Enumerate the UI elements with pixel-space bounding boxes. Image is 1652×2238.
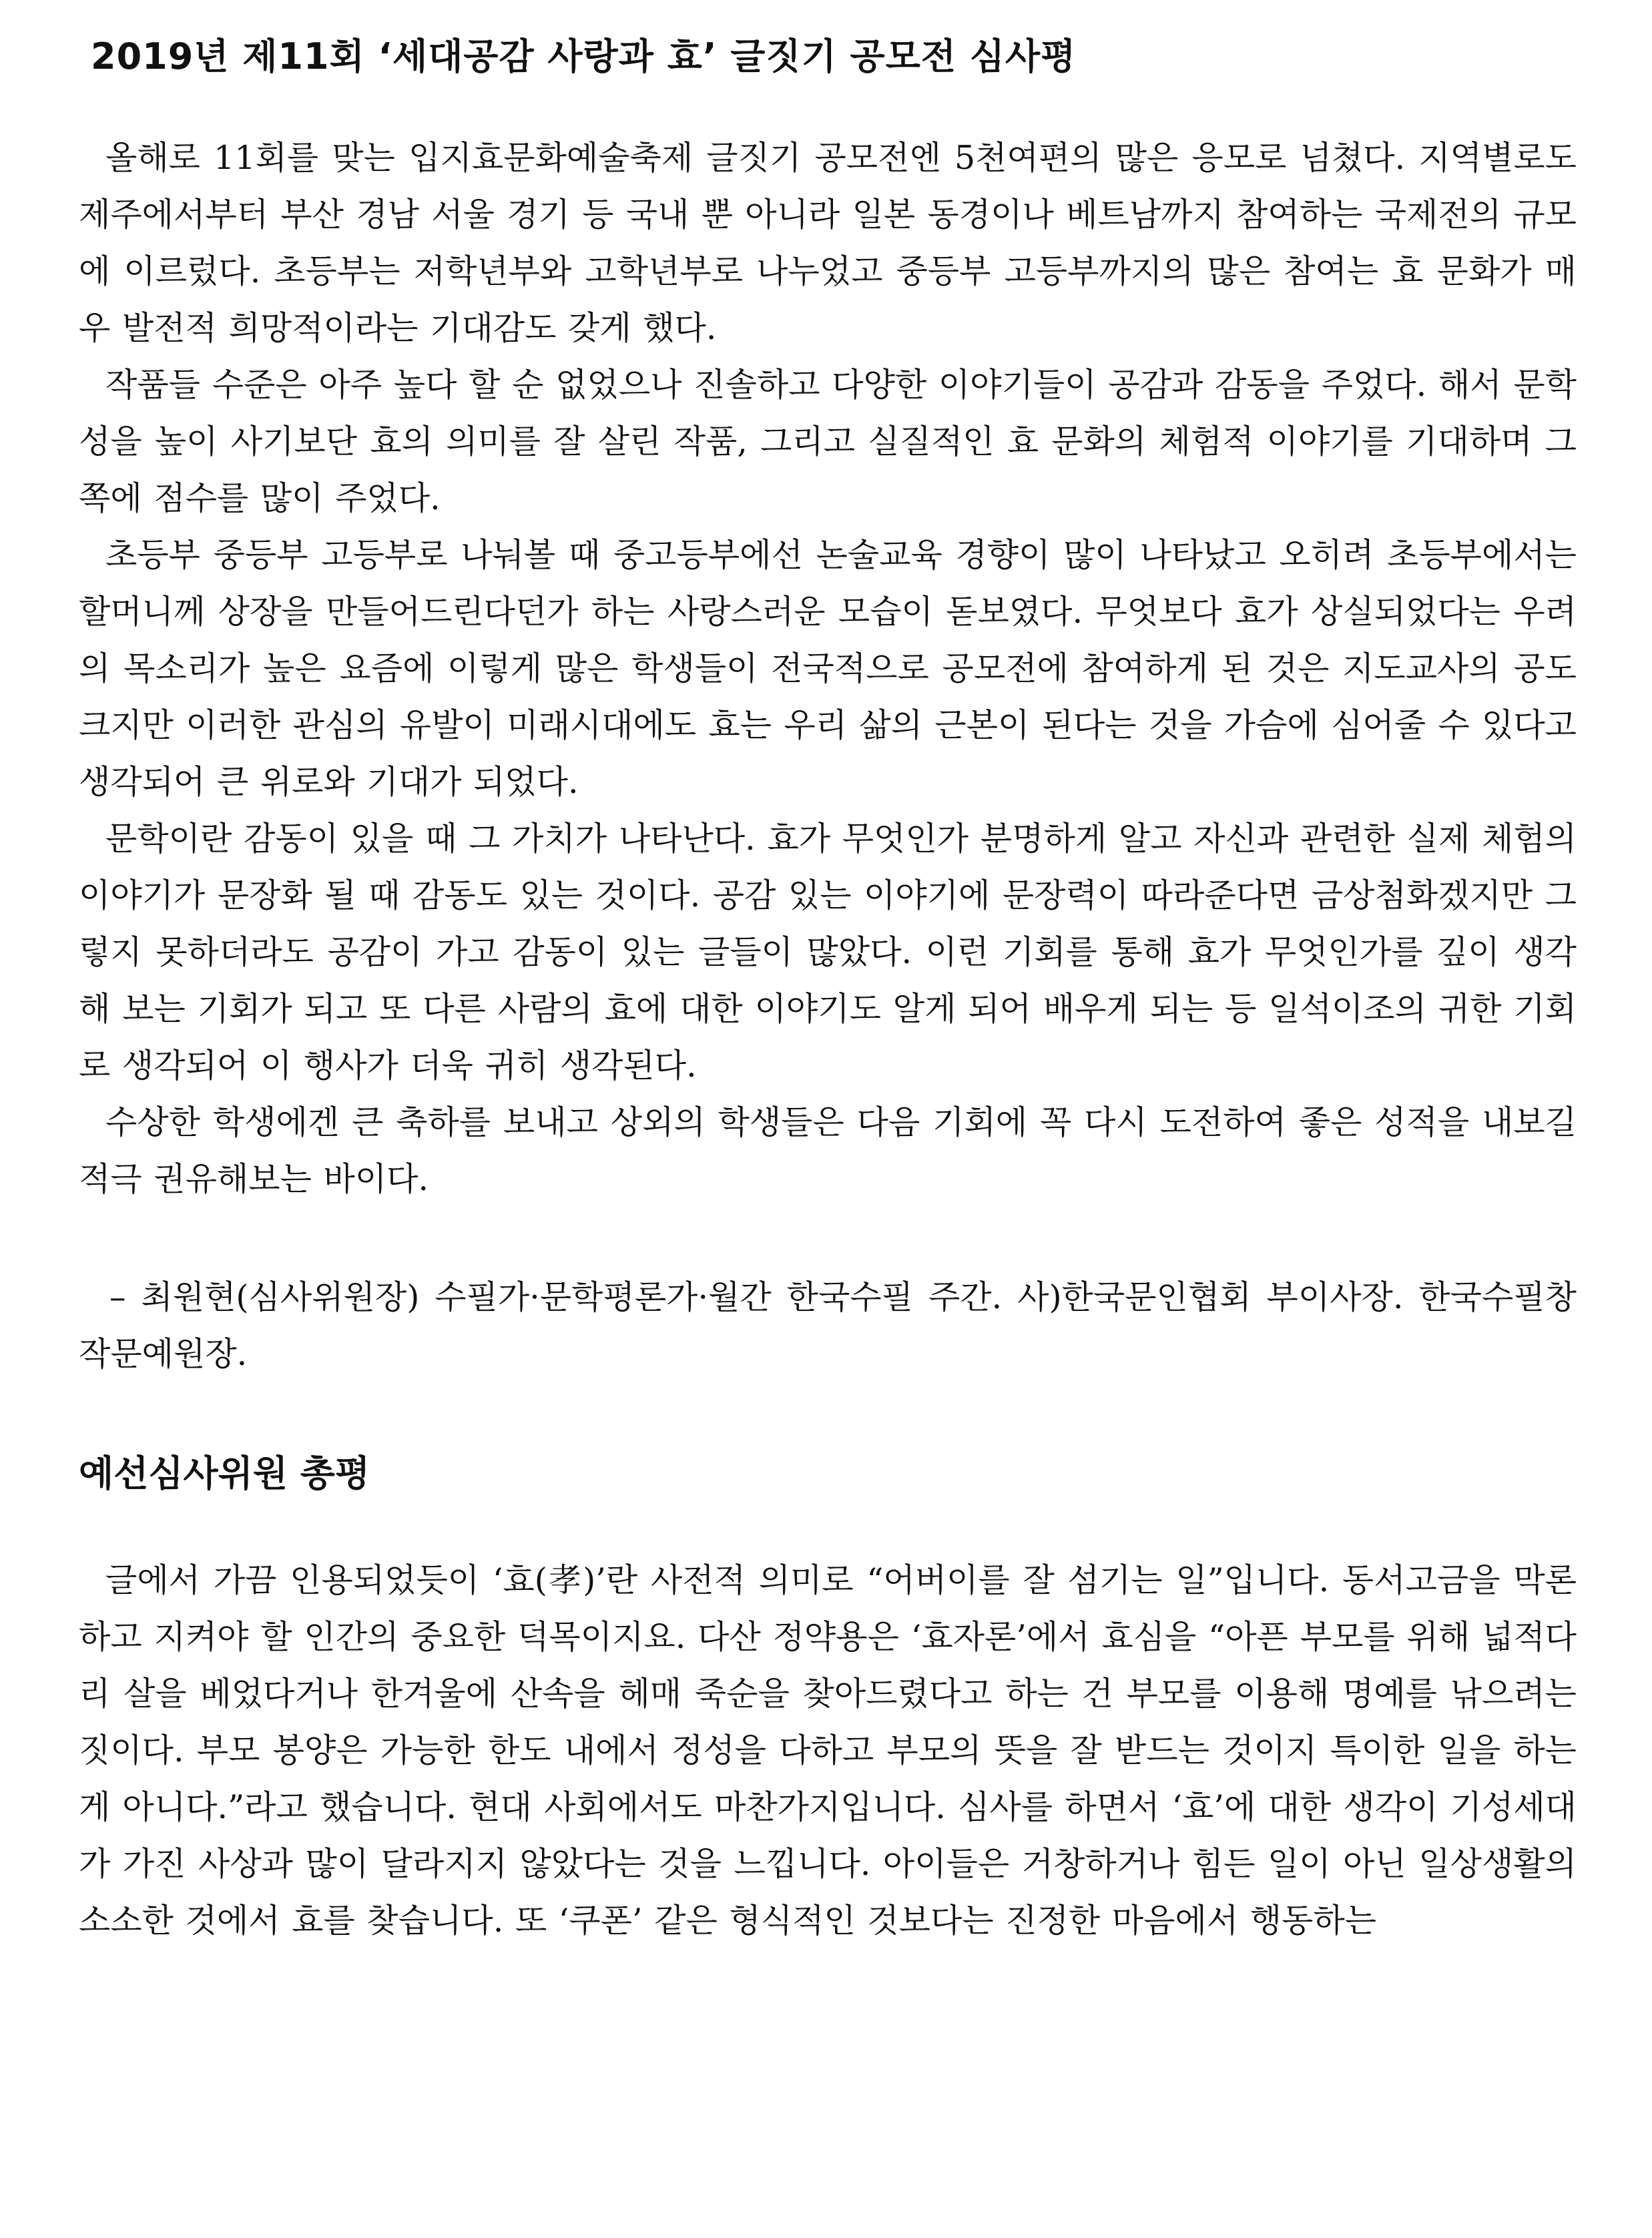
- document-page: [79, 27, 1577, 1949]
- review-paragraph: 수상한 학생에겐 큰 축하를 보내고 상외의 학생들은 다음 기회에 꼭 다시 도전하여 좋은 성적을 내보길 적극 권유해보는 바이다.: [79, 1103, 1577, 1198]
- review-body: [79, 129, 1577, 1207]
- section-paragraph: 글에서 가끔 인용되었듯이 ‘효(孝)’란 사전적 의미로 “어버이를 잘 섬기는 일”입니다. 동서고금을 막론하고 지켜야 할 인간의 중요한 덕목이지요. 다산 정약용은 ‘효자론’에서 효심을 “아픈 부모를 위해 넓적다리 살을 베었다거나 한겨울에 산속을 헤매 죽순을 찾아드렸다고 하는 건 부모를 이용해 명예를 낚으려는 짓이다. 부모 봉양은 가능한 한도 내에서 정성을 다하고 부모의 뜻을 잘 받드는 것이지 특이한 일을 하는 게 아니다.”라고 했습니다. 현대 사회에서도 마찬가지입니다. 심사를 하면서 ‘효’에 대한 생각이 기성세대가 가진 사상과 많이 달라지지 않았다는 것을 느낍니다. 아이들은 거창하거나 힘든 일이 아닌 일상생활의 소소한 것에서 효를 찾습니다. 또 ‘쿠폰’ 같은 형식적인 것보다는 진정한 마음에서 행동하는: [79, 1561, 1577, 1940]
- review-paragraph: 작품들 수준은 아주 높다 할 순 없었으나 진솔하고 다양한 이야기들이 공감과 감동을 주었다. 해서 문학성을 높이 사기보단 효의 의미를 잘 살린 작품, 그리고 실질적인 효 문화의 체험적 이야기를 기대하며 그 쪽에 점수를 많이 주었다.: [79, 366, 1577, 517]
- section-heading: 예선심사위원 총평: [79, 1452, 370, 1494]
- section-body: [79, 1552, 1577, 1949]
- reviewer-credit: [79, 1269, 1577, 1382]
- review-paragraph: 문학이란 감동이 있을 때 그 가치가 나타난다. 효가 무엇인가 분명하게 알고 자신과 관련한 실제 체험의 이야기가 문장화 될 때 감동도 있는 것이다. 공감 있는 이야기에 문장력이 따라준다면 금상첨화겠지만 그렇지 못하더라도 공감이 가고 감동이 있는 글들이 많았다. 이런 기회를 통해 효가 무엇인가를 깊이 생각해 보는 기회가 되고 또 다른 사람의 효에 대한 이야기도 알게 되어 배우게 되는 등 일석이조의 귀한 기회로 생각되어 이 행사가 더욱 귀히 생각된다.: [79, 820, 1577, 1085]
- review-paragraph: 초등부 중등부 고등부로 나눠볼 때 중고등부에선 논술교육 경향이 많이 나타났고 오히려 초등부에서는 할머니께 상장을 만들어드린다던가 하는 사랑스러운 모습이 돋보였다. 무엇보다 효가 상실되었다는 우려의 목소리가 높은 요즘에 이렇게 많은 학생들이 전국적으로 공모전에 참여하게 된 것은 지도교사의 공도 크지만 이러한 관심의 유발이 미래시대에도 효는 우리 삶의 근본이 된다는 것을 가슴에 심어줄 수 있다고 생각되어 큰 위로와 기대가 되었다.: [79, 536, 1577, 801]
- review-paragraph: 올해로 11회를 맞는 입지효문화예술축제 글짓기 공모전엔 5천여편의 많은 응모로 넘쳤다. 지역별로도 제주에서부터 부산 경남 서울 경기 등 국내 뿐 아니라 일본 동경이나 베트남까지 참여하는 국제전의 규모에 이르렀다. 초등부는 저학년부와 고학년부로 나누었고 중등부 고등부까지의 많은 참여는 효 문화가 매우 발전적 희망적이라는 기대감도 갖게 했다.: [79, 139, 1577, 347]
- document-title: 2019년 제11회 ‘세대공감 사랑과 효’ 글짓기 공모전 심사평: [91, 35, 1077, 77]
- reviewer-credit-text: – 최원현(심사위원장) 수필가·문학평론가·월간 한국수필 주간. 사)한국문인협회 부이사장. 한국수필창작문예원장.: [79, 1278, 1577, 1373]
